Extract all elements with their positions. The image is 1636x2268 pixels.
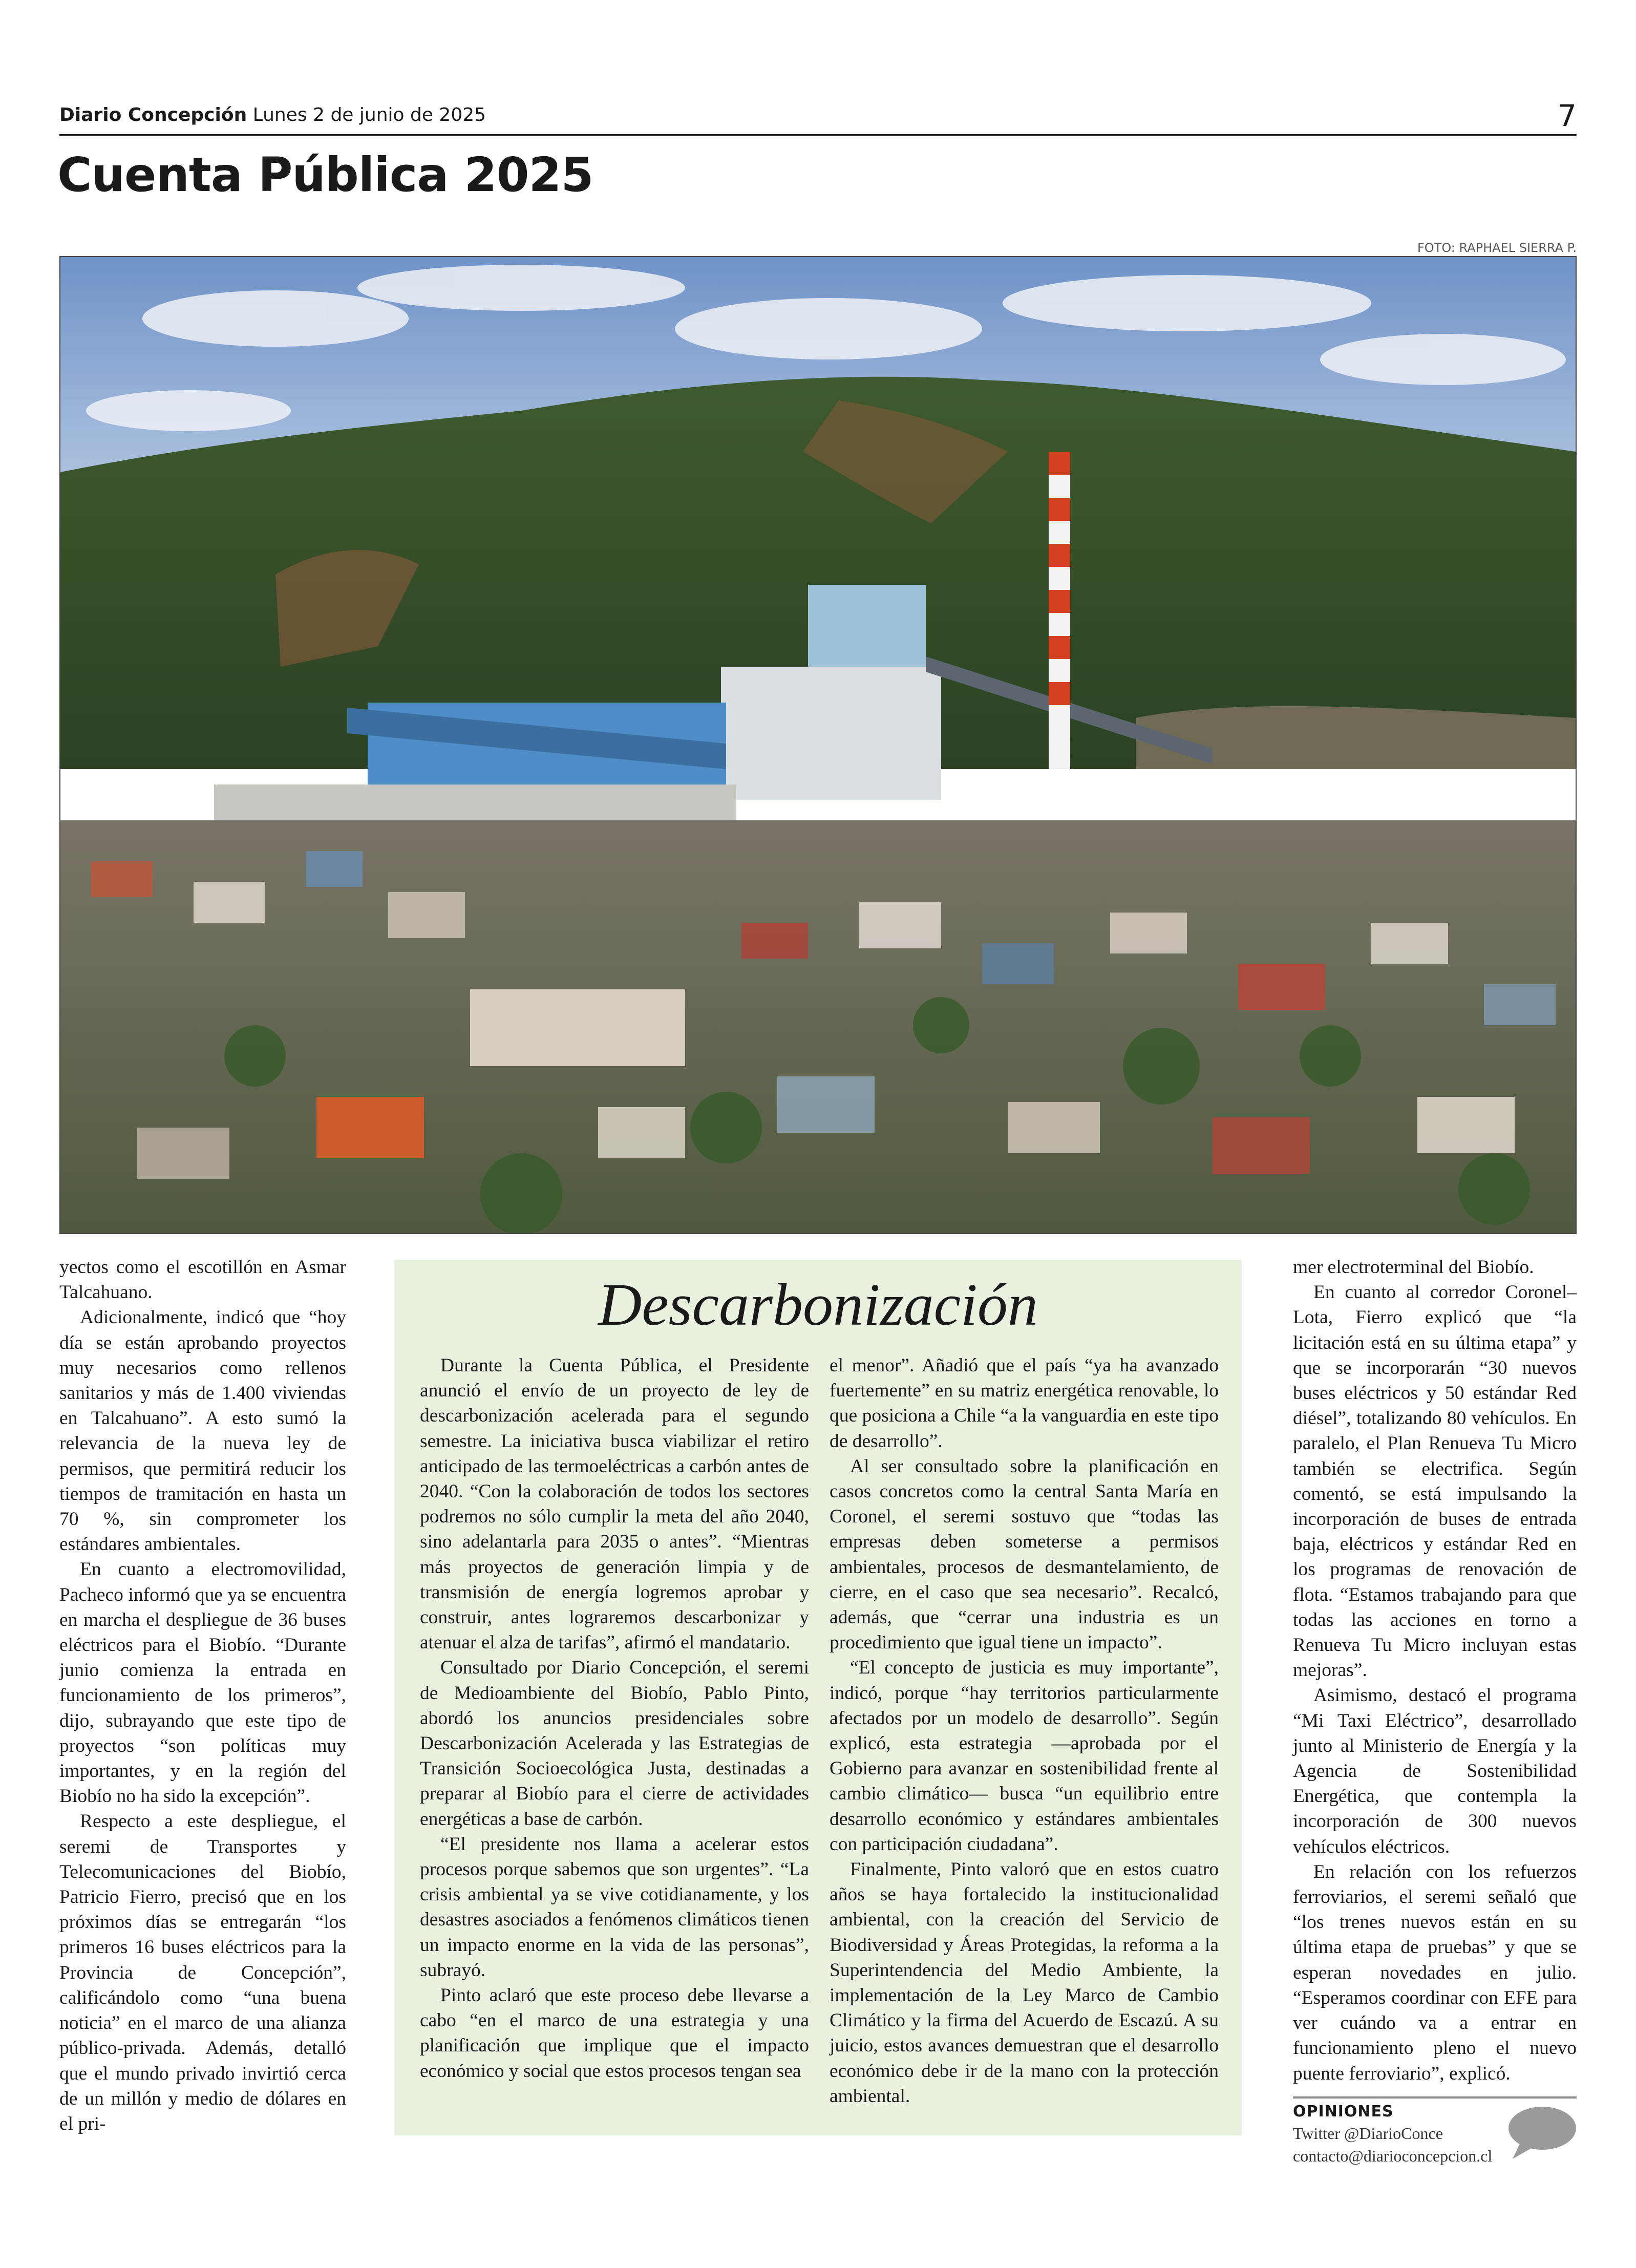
issue-date: Lunes 2 de junio de 2025 — [252, 104, 486, 125]
paragraph: Durante la Cuenta Pública, el Presidente anunció el envío de un proyecto de ley de descarbonización acelerada para el segundo semestre. La iniciativa busca viabilizar el retiro anticipado de las termoeléctricas a carbón antes de 2040. “Con la colaboración de todos los sectores podremos no sólo cumplir la meta del año 2040, sino adelantarla para 2035 o antes”. “Mientras más proyectos de generación limpia y de transmisión de energía logremos aprobar y construir, antes lograremos descarbonizar y atenuar el alza de tarifas”, afirmó el mandatario. — [420, 1355, 809, 1654]
paragraph: Respecto a este despliegue, el seremi de Transportes y Telecomunicaciones del Biobío, Patricio Fierro, precisó que en los próximos días se entregarán “los primeros 16 buses eléctricos para la Provincia de Concepción”, calificándolo como “una buena noticia” en el marco de una alianza público-privada. Además, detalló que el mundo privado invirtió cerca de un millón y medio de dólares en el pri- — [59, 1811, 346, 2134]
twitter-handle[interactable]: Twitter @DiarioConce — [1293, 2124, 1443, 2143]
main-photo — [59, 256, 1577, 1234]
paragraph: Consultado por Diario Concepción, el seremi de Medioambiente del Biobío, Pablo Pinto, abordó los anuncios presidenciales sobre Descarbonización Acelerada y las Estrategias de Transición Socioecológica Justa, destinadas a preparar al Biobío para el cierre de actividades energéticas a base de carbón. — [420, 1657, 809, 1830]
paragraph: Adicionalmente, indicó que “hoy día se están aprobando proyectos muy necesarios como rellenos sanitarios y más de 1.400 viviendas en Talcahuano”. A esto sumó la relevancia de la nueva ley de permisos, que permitirá reducir los tiempos de tramitación en hasta un 70 %, sin comprometer los estándares ambientales. — [59, 1307, 346, 1555]
paragraph: el menor”. Añadió que el país “ya ha avanzado fuertemente” en su matriz energética renovable, lo que posiciona a Chile “a la vanguardia en este tipo de desarrollo”. — [830, 1355, 1219, 1452]
paragraph: Asimismo, destacó el programa “Mi Taxi Eléctrico”, desarrollado junto al Ministerio de Energía y la Agencia de Sostenibilidad Energética, que contempla la incorporación de 300 nuevos vehículos eléctricos. — [1293, 1685, 1577, 1857]
box-column-2 — [830, 1353, 1219, 2109]
paragraph: “El concepto de justicia es muy importante”, indicó, porque “hay territorios particularmente afectados por un modelo de desarrollo”. Según explicó, esta estrategia —aprobada por el Gobierno para avanzar en sostenibilidad frente al cambio climático— busca “un equilibrio entre desarrollo económico y estándares ambientales con participación ciudadana”. — [830, 1657, 1219, 1855]
paragraph: “El presidente nos llama a acelerar estos procesos porque sabemos que son urgentes”. “La crisis ambiental ya se vive cotidianamente, y los desastres asociados a fenómenos climáticos tienen un impacto enorme en la vida de las personas”, subrayó. — [420, 1833, 809, 1981]
opinions-rule — [1293, 2096, 1577, 2099]
paragraph: Pinto aclaró que este proceso debe llevarse a cabo “en el marco de una estrategia y una planificación que implique que el impacto económico y social que estos procesos tengan sea — [420, 1985, 809, 2082]
section-title: Cuenta Pública 2025 — [57, 147, 593, 202]
opinions-label: OPINIONES — [1293, 2103, 1394, 2121]
left-column — [59, 1255, 346, 2136]
paragraph: yectos como el escotillón en Asmar Talcahuano. — [59, 1257, 346, 1303]
box-column-1 — [420, 1353, 809, 2084]
paragraph: En cuanto al corredor Coronel–Lota, Fierro explicó que “la licitación está en su última etapa” y que se incorporarán “30 nuevos buses eléctricos y 50 estándar Red diésel”, totalizando 80 vehículos. En paralelo, el Plan Renueva Tu Micro también se electrifica. Según comentó, se está impulsando la incorporación de buses de entrada baja, eléctricos y estándar Red en los programas de renovación de flota. “Estamos trabajando para que todas las acciones en torno a Renueva Tu Micro incluyan estas mejoras”. — [1293, 1282, 1577, 1681]
contact-email[interactable]: contacto@diarioconcepcion.cl — [1293, 2147, 1493, 2165]
paragraph: mer electroterminal del Biobío. — [1293, 1257, 1534, 1278]
header-rule — [59, 134, 1577, 136]
masthead — [59, 104, 486, 125]
paper-name: Diario Concepción — [59, 104, 247, 125]
paragraph: Al ser consultado sobre la planificación en casos concretos como la central Santa María en Coronel, el seremi sostuvo que “todas las empresas deben someterse a permisos ambientales, procesos de desmantelamiento, de cierre, en el caso que sea necesario”. Recalcó, además, que “cerrar una industria es un procedimiento que igual tiene un impacto”. — [830, 1455, 1219, 1654]
page-number: 7 — [1558, 98, 1577, 133]
paragraph: En cuanto a electromovilidad, Pacheco informó que ya se encuentra en marcha el despliegue de 36 buses eléctricos para el Biobío. “Durante junio comienza la entrada en funcionamiento de los primeros”, dijo, subrayando que este tipo de proyectos “son políticas muy importantes, y en la región del Biobío no ha sido la excepción”. — [59, 1559, 346, 1807]
photo-credit: FOTO: RAPHAEL SIERRA P. — [1417, 241, 1577, 255]
paragraph: Finalmente, Pinto valoró que en estos cuatro años se haya fortalecido la institucionalidad ambiental, con la creación del Servicio de Biodiversidad y Áreas Protegidas, la reforma a la Superintendencia del Medio Ambiente, la implementación de la Ley Marco de Cambio Climático y la firma del Acuerdo de Escazú. A su juicio, estos avances demuestran que el desarrollo económico debe ir de la mano con la protección ambiental. — [830, 1859, 1219, 2107]
right-column — [1293, 1255, 1577, 2086]
paragraph: En relación con los refuerzos ferroviarios, el seremi señaló que “los trenes nuevos están en su última etapa de pruebas” y que se esperan novedades en julio. “Esperamos coordinar con EFE para ver cuándo va a entrar en funcionamiento pleno el nuevo puente ferroviario”, explicó. — [1293, 1861, 1577, 2084]
box-title: Descarbonización — [598, 1271, 1038, 1338]
speech-bubble-icon — [1505, 2105, 1577, 2161]
